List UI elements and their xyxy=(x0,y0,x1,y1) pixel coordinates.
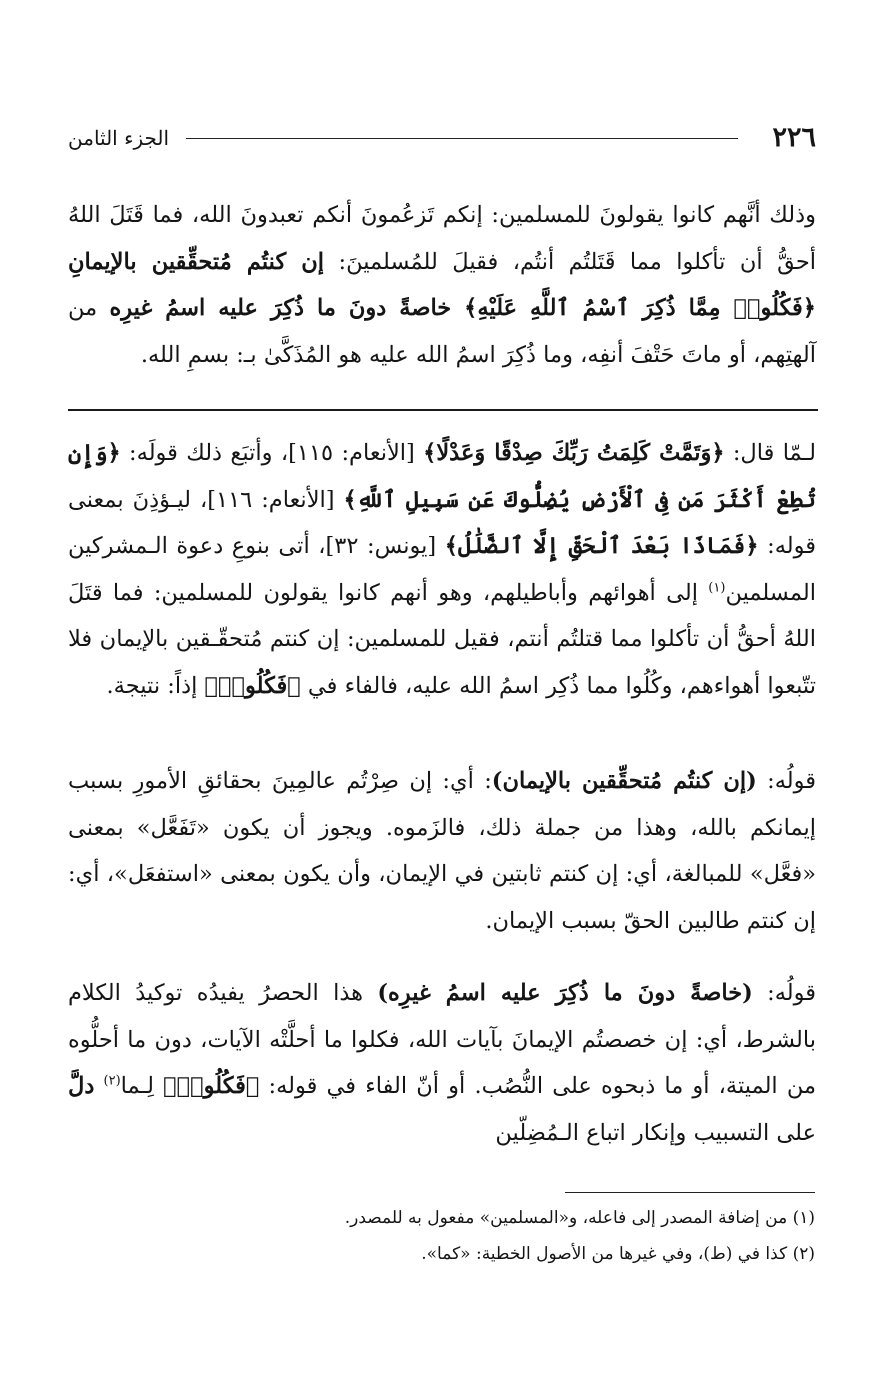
part-title: الجزء الثامن xyxy=(68,126,170,150)
footnote-ref: (١) xyxy=(708,580,726,595)
bold-phrase: إن كنتُم مُتحقِّقين بالإيمانِ xyxy=(68,248,325,275)
bold-phrase: خاصةً دونَ ما ذُكِرَ عليه اسمُ غيرِه xyxy=(109,295,452,321)
text-run: على التسبيب وإنكار اتباع الـمُضِلّين xyxy=(495,1119,816,1146)
running-header xyxy=(68,118,816,158)
footnote: (٢) كذا في (ط)، وفي غيرها من الأصول الخطية: «كما». xyxy=(421,1244,815,1264)
text-run: هذا الحصرُ يفيدُه توكيدُ الكلام بالشرط، أي: إن خصصتُم الإيمانَ بآيات الله، فكلوا ما أحلَّتْه الآيات، دون ما أحلُّوه من الميتة، أو ما ذبحوه على النُّصُب. أو أنّ الفاء في قوله: xyxy=(68,980,817,1099)
text-run xyxy=(94,1073,103,1099)
quran-verse: ﴿فَكُلُوا۟ مِمَّا ذُكِرَ ٱسْمُ ٱللَّهِ عَلَيْهِ﴾ xyxy=(451,295,816,321)
header-rule xyxy=(186,138,738,139)
quran-verse: ﴿وَتَمَّتْ كَلِمَتُ رَبِّكَ صِدْقًا وَعَدْلًا﴾ xyxy=(423,440,725,466)
text-run: إذاً: نتيجة. xyxy=(106,672,205,699)
quran-verse: ﴿فَكُلُوا۟﴾ xyxy=(204,672,301,699)
text-run: إلى أهوائهم وأباطيلهم، وهو أنهم كانوا يقولون للمسلمين: فما قتَلَ اللهُ أحقُّ أن تأكلوا مما قتلتُم أنتم، فقيل للمسلمين: إن كنتم مُتحقّـقين بالإيمان فلا تتّبعوا أهواءهم، وكُلُوا مما ذُكِر اسمُ الله عليه، فالفاء في xyxy=(68,579,816,699)
page-number: ٢٢٦ xyxy=(772,122,816,153)
commentary-paragraph xyxy=(68,970,816,1156)
section-divider xyxy=(68,409,818,411)
footnote-ref: (٢) xyxy=(103,1073,121,1089)
text-run: [الأنعام: ١١٦]، ليـؤذِنَ بمعنى قوله: xyxy=(68,486,816,559)
text-run: لـمّا قال: xyxy=(724,440,817,466)
intro-paragraph xyxy=(68,192,816,378)
commentary-paragraph xyxy=(68,758,816,944)
bold-phrase: (خاصةً دونَ ما ذُكِرَ عليه اسمُ غيرِه) xyxy=(377,980,753,1006)
bold-phrase: (إن كنتُم مُتحقِّقين بالإيمان) xyxy=(491,768,757,794)
quran-verse: ﴿فَكُلُوا۟﴾ xyxy=(163,1073,260,1099)
text-run: وذلك أنَّهم كانوا يقولونَ للمسلمين: إنكم تَزعُمونَ أنكم تعبدونَ الله، فما قَتَلَ اللهُ أحقُّ أن تأكلوا مما قَتَلتُم أنتُم، فقيلَ للمُسلمينَ: xyxy=(68,202,816,275)
footnote-divider xyxy=(565,1192,815,1193)
text-run: لِـما xyxy=(120,1073,164,1099)
bold-phrase: دلَّ xyxy=(68,1073,95,1099)
commentary-paragraph xyxy=(68,430,816,709)
text-run: قولُه: xyxy=(756,768,817,794)
footnote: (١) من إضافة المصدر إلى فاعله، و«المسلمين» مفعول به للمصدر. xyxy=(344,1208,815,1228)
footnotes xyxy=(63,1200,815,1272)
quran-verse: ﴿فَمَاذَا بَعْدَ ٱلْحَقِّ إِلَّا ٱلضَّلَٰلُ﴾ xyxy=(444,533,759,559)
text-run: قولُه: xyxy=(752,980,816,1006)
text-run: : أي: إن صِرْتُم عالمِينَ بحقائقِ الأمورِ بسبب إيمانكم بالله، وهذا من جملة ذلك، فالزَموه. ويجوز أن يكون «تَفَعَّل» بمعنى «فعَّل» للمبالغة، أي: إن كنتم ثابتين في الإيمان، وأن يكون بمعنى «استفعَل»، أي: إن كنتم طالبين الحقّ بسبب الإيمان. xyxy=(68,768,816,934)
text-run: [الأنعام: ١١٥]، وأتبَع ذلك قولَه: xyxy=(120,440,424,466)
text-run: [يونس: ٣٢]، أتى بنوعِ دعوة الـمشركين المسلمين xyxy=(68,533,816,606)
quran-verse: ﴿وَإِن تُطِعْ أَكْثَرَ مَن فِى ٱلْأَرْضِ يُضِلُّوكَ عَن سَبِيلِ ٱللَّهِ﴾ xyxy=(68,440,816,513)
text-run: من آلهتِهم، أو ماتَ حَتْفَ أنفِه، وما ذُكِرَ اسمُ الله عليه هو المُذَكَّىٰ بـ: بسمِ الله. xyxy=(68,295,816,368)
